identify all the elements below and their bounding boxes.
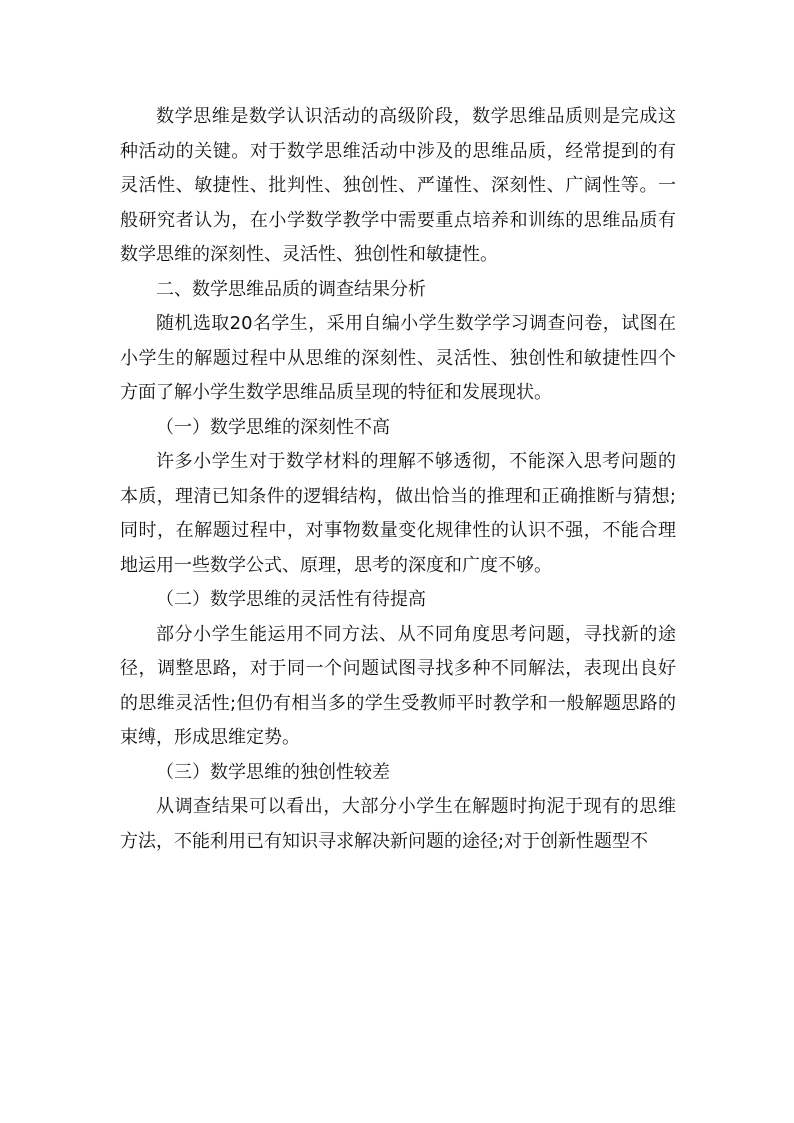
- section-heading-2: 二、数学思维品质的调查结果分析: [156, 278, 426, 300]
- subheading-2: （二）数学思维的灵活性有待提高: [156, 589, 426, 610]
- paragraph-intro: 数学思维是数学认识活动的高级阶段，数学思维品质则是完成这种活动的关键。对于数学思维活动中涉及的思维品质，经常提到的有灵活性、敏捷性、批判性、独创性、严谨性、深刻性、广阔性等。一般研究者认为，在小学数学教学中需要重点培养和训练的思维品质有数学思维的深刻性、灵活性、独创性和敏捷性。: [120, 106, 676, 265]
- paragraph-depth: 许多小学生对于数学材料的理解不够透彻，不能深入思考问题的本质，理清已知条件的逻辑结构，做出恰当的推理和正确推断与猜想;同时，在解题过程中，对事物数量变化规律性的认识不强，不能合理地运用一些数学公式、原理，思考的深度和广度不够。: [120, 451, 676, 576]
- document-body: [120, 100, 676, 859]
- paragraph-survey: 随机选取20名学生，采用自编小学生数学学习调查问卷，试图在小学生的解题过程中从思维的深刻性、灵活性、独创性和敏捷性四个方面了解小学生数学思维品质呈现的特征和发展现状。: [120, 313, 676, 403]
- paragraph-flexibility: 部分小学生能运用不同方法、从不同角度思考问题，寻找新的途径，调整思路，对于同一个问题试图寻找多种不同解法，表现出良好的思维灵活性;但仍有相当多的学生受教师平时教学和一般解题思路的束缚，形成思维定势。: [120, 623, 676, 748]
- subheading-3: （三）数学思维的独创性较差: [156, 761, 390, 783]
- subheading-1: （一）数学思维的深刻性不高: [156, 416, 390, 438]
- paragraph-originality: 从调查结果可以看出，大部分小学生在解题时拘泥于现有的思维方法，不能利用已有知识寻求解决新问题的途径;对于创新性题型不: [120, 796, 676, 852]
